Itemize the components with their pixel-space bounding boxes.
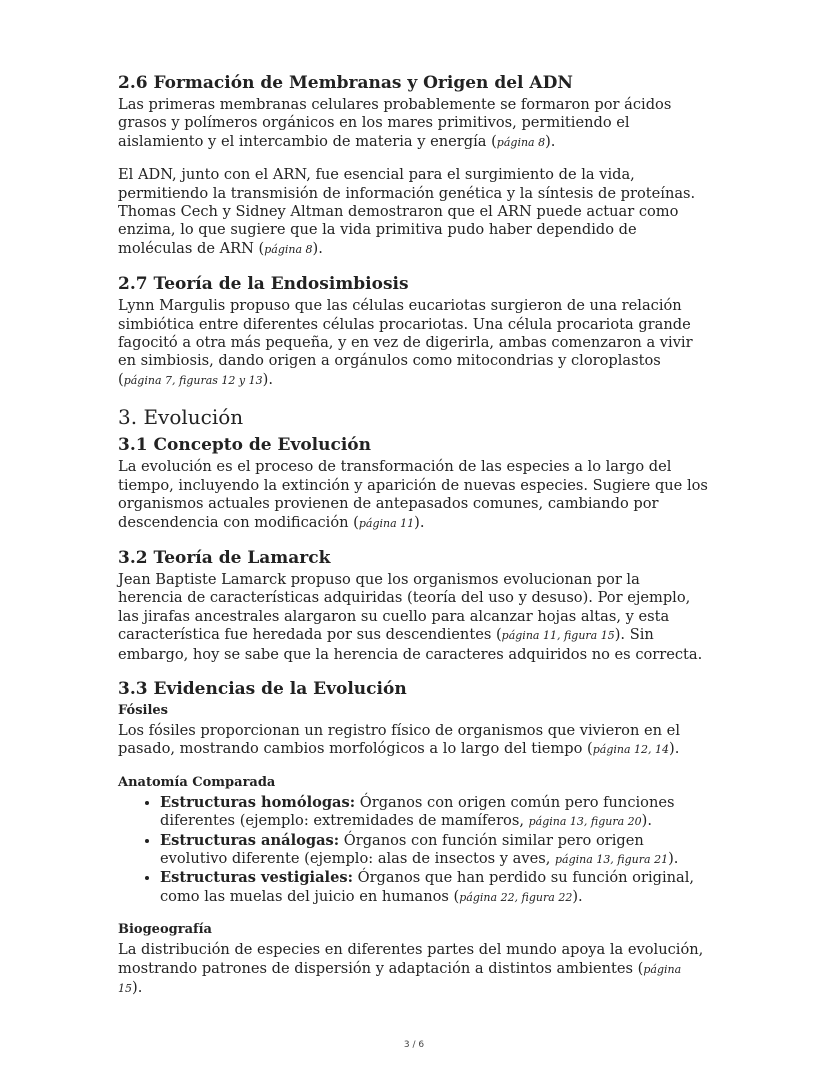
page-reference: página 8 (496, 135, 546, 149)
list-tail: ). (572, 887, 583, 905)
paragraph-text: La evolución es el proceso de transformación de las especies a lo largo del tiempo, incluyendo la extinción y aparición de nuevas especies. Sugiere que los organismos actuales provienen de antepasados comunes, cambiando por descendencia con modificación ( (118, 458, 708, 531)
section-heading: 3.3 Evidencias de la Evolución (118, 678, 407, 699)
chapter-heading: 3. Evolución (118, 405, 244, 430)
list-term: Estructuras vestigiales: (160, 869, 353, 887)
paragraph (118, 722, 708, 760)
list-term: Estructuras análogas: (160, 831, 340, 849)
paragraph-tail: ). (312, 239, 323, 257)
section-heading: 3.2 Teoría de Lamarck (118, 547, 331, 568)
page-reference: página 12, 14 (592, 743, 670, 757)
paragraph-text: Los fósiles proporcionan un registro físico de organismos que vivieron en el pasado, mostrando cambios morfológicos a lo largo del tiempo ( (118, 721, 680, 758)
list-tail: ). (668, 849, 679, 867)
page-reference: página 13, figura 21 (555, 852, 669, 866)
paragraph-text: El ADN, junto con el ARN, fue esencial para el surgimiento de la vida, permitiendo la transmisión de información genética y la síntesis de proteínas. Thomas Cech y Sidney Altman demostraron que el ARN puede actuar como enzima, lo que sugiere que la vida primitiva pudo haber dependido de moléculas de ARN ( (118, 166, 696, 257)
list-item (160, 794, 708, 832)
section-3-3 (118, 678, 708, 998)
bullet-list (118, 794, 708, 907)
paragraph (118, 166, 708, 259)
section-heading: 2.7 Teoría de la Endosimbiosis (118, 274, 409, 295)
page-reference: página 8 (264, 242, 313, 256)
list-text: Órganos con origen común pero funciones diferentes (ejemplo: extremidades de mamíferos, (160, 793, 675, 830)
section-heading: 2.6 Formación de Membranas y Origen del ADN (118, 73, 573, 93)
paragraph (118, 96, 708, 152)
list-item (160, 832, 708, 870)
list-tail: ). (641, 812, 653, 830)
paragraph-text: Las primeras membranas celulares probablemente se formaron por ácidos grasos y polímeros orgánicos en los mares primitivos, permitiendo el aislamiento y el intercambio de materia y energía ( (118, 96, 672, 150)
paragraph-tail: ). (414, 513, 425, 531)
page-number: 3 / 6 (403, 1040, 425, 1050)
subsection-heading: Fósiles (118, 702, 168, 718)
paragraph-tail: ). Sin embargo, hoy se sabe que la herencia de caracteres adquiridos no es correcta. (118, 626, 703, 663)
page-reference: página 13, figura 20 (528, 815, 642, 829)
paragraph-text: Jean Baptiste Lamarck propuso que los organismos evolucionan por la herencia de características adquiridas (teoría del uso y desuso). Por ejemplo, las jirafas ancestrales alargaron su cuello para alcanzar hojas altas, y esta característica fue heredada por sus descendientes ( (118, 570, 691, 644)
section-2-7 (118, 273, 708, 390)
paragraph (118, 458, 708, 533)
list-term: Estructuras homólogas: (160, 793, 356, 811)
paragraph (118, 941, 708, 998)
page-reference: página 11 (358, 516, 415, 530)
document-page (118, 72, 708, 1012)
paragraph-text: Lynn Margulis propuso que las células eucariotas surgieron de una relación simbiótica entre diferentes células procariotas. Una célula procariota grande fagocitó a otra más pequeña, y en vez de digerirla, ambas comenzaron a vivir en simbiosis, dando origen a orgánulos como mitocondrias y cloroplastos ( (118, 297, 693, 388)
paragraph-tail: ). (262, 370, 273, 388)
subsection-heading: Anatomía Comparada (118, 774, 276, 790)
page-reference: página 15 (118, 962, 682, 995)
paragraph-tail: ). (669, 740, 680, 758)
section-3-2 (118, 547, 708, 664)
paragraph-tail: ). (132, 979, 143, 996)
section-2-6 (118, 72, 708, 259)
page-reference: página 22, figura 22 (459, 890, 573, 904)
list-text: Órganos que han perdido su función original, como las muelas del juicio en humanos ( (160, 869, 695, 905)
paragraph-text: La distribución de especies en diferentes partes del mundo apoya la evolución, mostrando patrones de dispersión y adaptación a distintos ambientes ( (118, 941, 704, 977)
page-reference: página 11, figura 15 (501, 629, 615, 643)
paragraph (118, 297, 708, 390)
subsection-heading: Biogeografía (118, 922, 212, 938)
paragraph-tail: ). (545, 132, 556, 150)
list-item (160, 869, 708, 907)
page-reference: página 7, figuras 12 y 13 (123, 373, 263, 387)
paragraph (118, 571, 708, 664)
section-3-1 (118, 434, 708, 533)
section-heading: 3.1 Concepto de Evolución (118, 435, 372, 456)
list-text: Órganos con función similar pero origen evolutivo diferente (ejemplo: alas de insectos y aves, (160, 831, 644, 867)
